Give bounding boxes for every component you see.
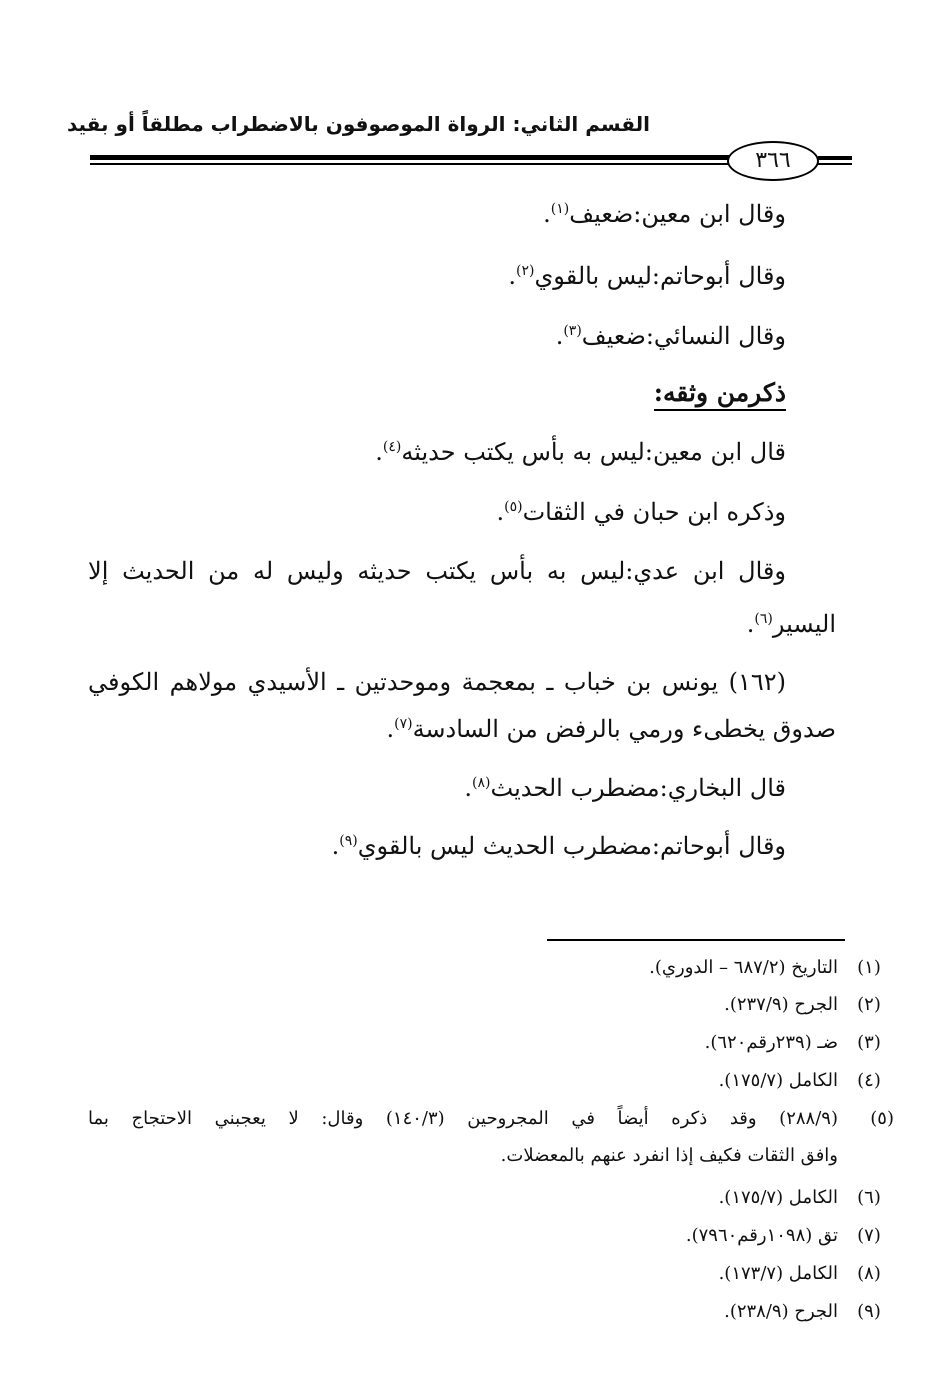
- body-line: [556, 322, 786, 350]
- footnote: [724, 1301, 881, 1322]
- footnote: [718, 1070, 881, 1091]
- footnote-ref: (٣): [563, 323, 582, 339]
- section-heading: [654, 378, 786, 407]
- footnote: [685, 1225, 881, 1246]
- footnote: [718, 1263, 881, 1284]
- header-rule-thin: [90, 163, 730, 165]
- body-line: وقال ابن عدي:ليس به بأس يكتب حديثه وليس له من الحديث إلا: [88, 557, 786, 585]
- footnote-text: الكامل (١٧٥/٧).: [718, 1070, 838, 1091]
- period: .: [496, 498, 505, 526]
- footnote-number: (٢): [857, 994, 881, 1015]
- body-line: [464, 774, 786, 802]
- footnote-continuation: وافق الثقات فكيف إذا انفرد عنهم بالمعضلات.: [500, 1145, 838, 1166]
- footnote-number: (١): [857, 957, 881, 978]
- footnote-text: الكامل (١٧٣/٧).: [718, 1263, 838, 1284]
- line-text: قال ابن معين:ليس به بأس يكتب حديثه: [401, 438, 786, 466]
- running-header: القسم الثاني: الرواة الموصوفون بالاضطراب مطلقاً أو بقيد: [66, 112, 650, 136]
- footnote-text: الجرح (٢٣٧/٩).: [724, 994, 838, 1015]
- footnote-separator: [547, 939, 845, 941]
- body-line: [747, 610, 836, 638]
- period: .: [746, 610, 755, 638]
- body-line: [508, 262, 786, 290]
- body-line: [386, 715, 836, 743]
- period: .: [386, 715, 395, 743]
- header-rule-thick: [90, 155, 730, 160]
- line-text: وقال النسائي:ضعيف: [581, 322, 786, 350]
- footnote-number: (٦): [857, 1187, 881, 1208]
- line-text: اليسير: [772, 610, 836, 638]
- footnote-ref: (٤): [382, 439, 402, 455]
- line-text: وقال ابن معين:ضعيف: [569, 200, 786, 228]
- footnote-number: (٧): [857, 1225, 881, 1246]
- footnote-text: (٢٨٨/٩) وقد ذكره أيضاً في المجروحين (١٤٠/٣) وقال: لا يعجبني الاحتجاج بما: [88, 1108, 838, 1129]
- footnote-ref: (٦): [754, 611, 773, 627]
- footnote-number: (٤): [857, 1070, 881, 1091]
- body-line: [543, 200, 786, 228]
- footnote: [718, 1187, 881, 1208]
- footnote-text: ضـ (٢٣٩رقم٦٢٠).: [704, 1032, 838, 1053]
- footnote: [649, 957, 881, 978]
- period: .: [543, 200, 551, 228]
- footnote-ref: (٧): [394, 716, 413, 732]
- footnote: [88, 1108, 894, 1129]
- body-line: [375, 438, 786, 466]
- line-text: قال البخاري:مضطرب الحديث: [490, 774, 786, 802]
- period: .: [508, 262, 517, 290]
- footnote-number: (٩): [857, 1301, 881, 1322]
- footnote: [704, 1032, 881, 1053]
- footnote: [724, 994, 881, 1015]
- period: .: [375, 438, 383, 466]
- page-number: ٣٦٦: [727, 141, 819, 181]
- footnote-ref: (٩): [339, 833, 358, 849]
- entry-heading-line: (١٦٢) يونس بن خباب ـ بمعجمة وموحدتين ـ الأسيدي مولاهم الكوفي: [88, 668, 786, 696]
- footnote-number: (٥): [870, 1108, 894, 1129]
- body-line: [496, 498, 786, 526]
- line-text: وقال أبوحاتم:ليس بالقوي: [534, 262, 786, 290]
- line-text: وذكره ابن حبان في الثقات: [522, 498, 786, 526]
- footnote-text: تق (١٠٩٨رقم٧٩٦٠).: [685, 1225, 838, 1246]
- footnote-ref: (٨): [472, 775, 491, 791]
- header-rule-right-thin: [818, 163, 852, 165]
- heading-text: ذكرمن وثقه:: [654, 378, 786, 411]
- body-line: [332, 832, 786, 860]
- footnote-text: التاريخ (٦٨٧/٢ – الدوري).: [649, 957, 838, 978]
- period: .: [555, 322, 564, 350]
- period: .: [331, 832, 340, 860]
- line-text: صدوق يخطىء ورمي بالرفض من السادسة: [412, 715, 836, 743]
- header-rule-right: [818, 156, 852, 160]
- footnote-text: الكامل (١٧٥/٧).: [718, 1187, 838, 1208]
- footnote-number: (٨): [857, 1263, 881, 1284]
- footnote-text: الجرح (٢٣٨/٩).: [724, 1301, 838, 1322]
- line-text: وقال أبوحاتم:مضطرب الحديث ليس بالقوي: [357, 832, 786, 860]
- footnote-ref: (١): [550, 201, 570, 217]
- footnote-ref: (٢): [516, 263, 535, 279]
- footnote-number: (٣): [857, 1032, 881, 1053]
- period: .: [464, 774, 473, 802]
- footnote-ref: (٥): [504, 499, 523, 515]
